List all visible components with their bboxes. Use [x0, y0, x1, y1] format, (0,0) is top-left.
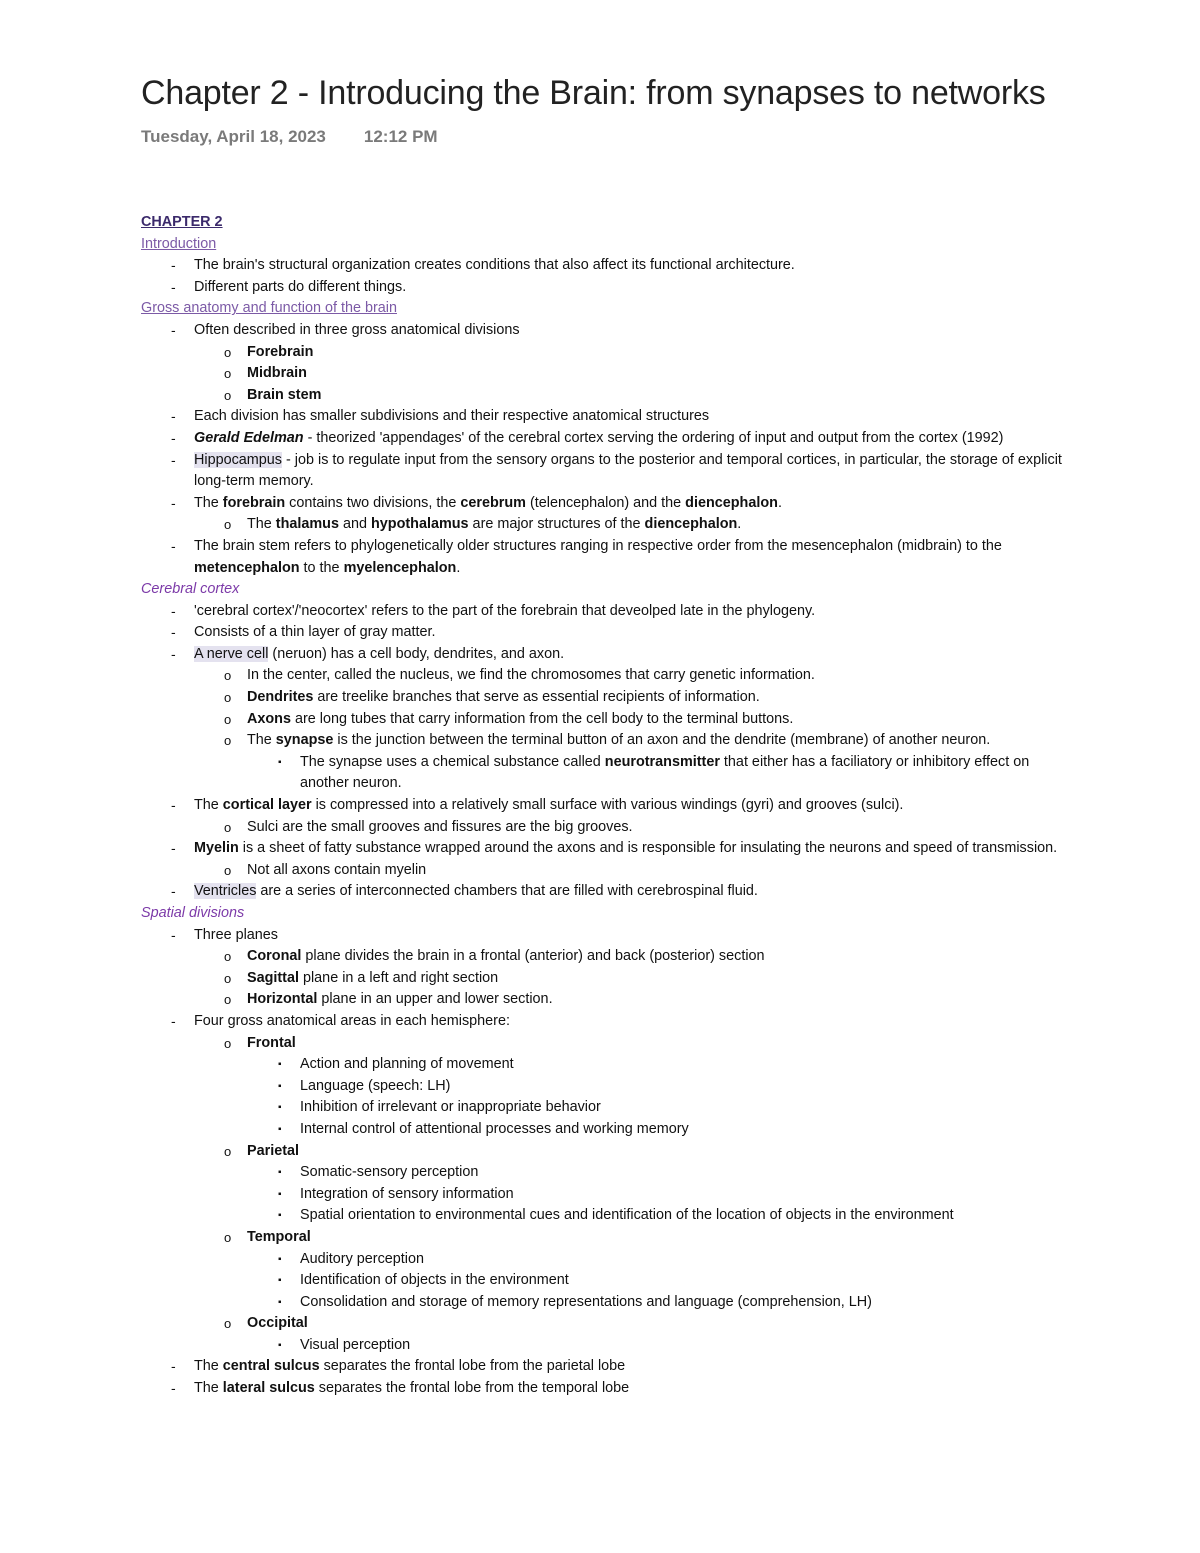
list-item: - Different parts do different things. [141, 277, 1071, 299]
list-item: - Often described in three gross anatomical divisions [141, 320, 1071, 342]
dash-bullet: - [171, 1012, 176, 1029]
circle-bullet: o [224, 1035, 232, 1051]
square-bullet: ▪ [278, 1253, 282, 1265]
circle-bullet: o [224, 668, 232, 684]
dash-bullet: - [171, 1358, 176, 1375]
list-item: ▪ Auditory perception [141, 1249, 1071, 1271]
list-item: - The central sulcus separates the frontal lobe from the parietal lobe [141, 1356, 1071, 1378]
circle-bullet: o [224, 1316, 232, 1332]
list-item: o Axons are long tubes that carry information from the cell body to the terminal buttons. [141, 709, 1071, 731]
list-item: - Three planes [141, 925, 1071, 947]
dash-bullet: - [171, 257, 176, 274]
section-heading-introduction: Introduction [141, 235, 217, 252]
dash-bullet: - [171, 278, 176, 295]
circle-bullet: o [224, 992, 232, 1008]
list-item: - The brain stem refers to phylogenetically older structures ranging in respective order from the mesencephalon (midbrain) to the metencephalon to the myelencephalon. [171, 537, 1002, 576]
list-item: ▪ Inhibition of irrelevant or inappropriate behavior [141, 1097, 1071, 1119]
list-item: o Coronal plane divides the brain in a frontal (anterior) and back (posterior) section [141, 946, 1071, 968]
circle-bullet: o [224, 949, 232, 965]
square-bullet: ▪ [278, 1167, 282, 1179]
square-bullet: ▪ [278, 1102, 282, 1114]
list-item: o Dendrites are treelike branches that serve as essential recipients of information. [141, 687, 1071, 709]
square-bullet: ▪ [278, 1080, 282, 1092]
list-item: - Myelin is a sheet of fatty substance wrapped around the axons and is responsible for insulating the neurons and speed of transmission. [141, 838, 1071, 860]
page-title: Chapter 2 - Introducing the Brain: from synapses to networks [141, 74, 1046, 112]
list-item: o Parietal [141, 1141, 1071, 1163]
square-bullet: ▪ [278, 1059, 282, 1071]
list-item: - Ventricles are a series of interconnected chambers that are filled with cerebrospinal fluid. [141, 881, 1071, 903]
square-bullet: ▪ [278, 1296, 282, 1308]
circle-bullet: o [224, 1143, 232, 1159]
circle-bullet: o [224, 1229, 232, 1245]
circle-bullet: o [224, 690, 232, 706]
list-item: o Not all axons contain myelin [141, 860, 1071, 882]
dash-bullet: - [171, 883, 176, 900]
list-item: ▪ Consolidation and storage of memory representations and language (comprehension, LH) [141, 1292, 1071, 1314]
list-item: - The cortical layer is compressed into a relatively small surface with various windings (gyri) and grooves (sulci). [141, 795, 1071, 817]
square-bullet: ▪ [278, 1123, 282, 1135]
list-item: o The thalamus and hypothalamus are major structures of the diencephalon. [141, 514, 1071, 536]
list-item: o In the center, called the nucleus, we find the chromosomes that carry genetic information. [141, 665, 1071, 687]
square-bullet: ▪ [278, 1188, 282, 1200]
list-item: ▪ The synapse uses a chemical substance called neurotransmitter that either has a faciliatory or inhibitory effect on another neuron. [278, 753, 1030, 792]
circle-bullet: o [224, 970, 232, 986]
list-item: ▪ Identification of objects in the environment [141, 1270, 1071, 1292]
list-item: ▪ Visual perception [141, 1335, 1071, 1357]
list-item: o Midbrain [141, 363, 1071, 385]
list-item: ▪ Internal control of attentional processes and working memory [141, 1119, 1071, 1141]
square-bullet: ▪ [278, 1275, 282, 1287]
list-item: o Sulci are the small grooves and fissures are the big grooves. [141, 817, 1071, 839]
list-item: - Each division has smaller subdivisions and their respective anatomical structures [141, 406, 1071, 428]
dash-bullet: - [171, 645, 176, 662]
list-item: o Temporal [141, 1227, 1071, 1249]
circle-bullet: o [224, 862, 232, 878]
circle-bullet: o [224, 366, 232, 382]
list-item: ▪ Integration of sensory information [141, 1184, 1071, 1206]
circle-bullet: o [224, 819, 232, 835]
list-item: - The forebrain contains two divisions, the cerebrum (telencephalon) and the diencephalon. [141, 493, 1071, 515]
section-heading-cerebral-cortex: Cerebral cortex [141, 581, 240, 598]
circle-bullet: o [224, 733, 232, 749]
dash-bullet: - [171, 321, 176, 338]
list-item: - 'cerebral cortex'/'neocortex' refers to the part of the forebrain that deveolped late in the phylogeny. [141, 601, 1071, 623]
square-bullet: ▪ [278, 1339, 282, 1351]
dash-bullet: - [171, 408, 176, 425]
dash-bullet: - [171, 797, 176, 814]
dash-bullet: - [171, 537, 176, 554]
list-item: ▪ Spatial orientation to environmental cues and identification of the location of objects in the environment [141, 1205, 1071, 1227]
note-date: Tuesday, April 18, 2023 [141, 127, 326, 146]
list-item: o Occipital [141, 1313, 1071, 1335]
dash-bullet: - [171, 494, 176, 511]
list-item: o The synapse is the junction between the terminal button of an axon and the dendrite (membrane) of another neuron. [141, 730, 1071, 752]
list-item: o Horizontal plane in an upper and lower section. [141, 989, 1071, 1011]
list-item: o Brain stem [141, 385, 1071, 407]
circle-bullet: o [224, 517, 232, 533]
dash-bullet: - [171, 840, 176, 857]
note-time: 12:12 PM [363, 127, 438, 146]
list-item: ▪ Action and planning of movement [141, 1054, 1071, 1076]
circle-bullet: o [224, 711, 232, 727]
dash-bullet: - [171, 926, 176, 943]
list-item: ▪ Language (speech: LH) [141, 1076, 1071, 1098]
dash-bullet: - [171, 451, 176, 468]
list-item: o Sagittal plane in a left and right section [141, 968, 1071, 990]
section-heading-gross-anatomy: Gross anatomy and function of the brain [141, 300, 397, 317]
list-item: o Forebrain [141, 342, 1071, 364]
list-item: - The lateral sulcus separates the frontal lobe from the temporal lobe [141, 1378, 1071, 1400]
list-item: - Four gross anatomical areas in each hemisphere: [141, 1011, 1071, 1033]
list-item: - Hippocampus - job is to regulate input from the sensory organs to the posterior and temporal cortices, in particular, the storage of explicit long-term memory. [171, 451, 1062, 490]
list-item: o Frontal [141, 1033, 1071, 1055]
list-item: - Consists of a thin layer of gray matter. [141, 622, 1071, 644]
square-bullet: ▪ [278, 1210, 282, 1222]
list-item: - The brain's structural organization creates conditions that also affect its functional architecture. [141, 255, 1071, 277]
chapter-label: CHAPTER 2 [141, 214, 223, 230]
dash-bullet: - [171, 624, 176, 641]
section-heading-spatial-divisions: Spatial divisions [141, 905, 245, 921]
list-item: - A nerve cell (neruon) has a cell body, dendrites, and axon. [141, 644, 1071, 666]
list-item: - Gerald Edelman - theorized 'appendages' of the cerebral cortex serving the ordering of input and output from the cortex (1992) [141, 428, 1071, 450]
dash-bullet: - [171, 429, 176, 446]
circle-bullet: o [224, 344, 232, 360]
dash-bullet: - [171, 602, 176, 619]
circle-bullet: o [224, 387, 232, 403]
note-body[interactable] [141, 212, 1071, 1400]
square-bullet: ▪ [278, 756, 282, 768]
dash-bullet: - [171, 1380, 176, 1397]
list-item: ▪ Somatic-sensory perception [141, 1162, 1071, 1184]
note-timestamp [141, 127, 438, 147]
